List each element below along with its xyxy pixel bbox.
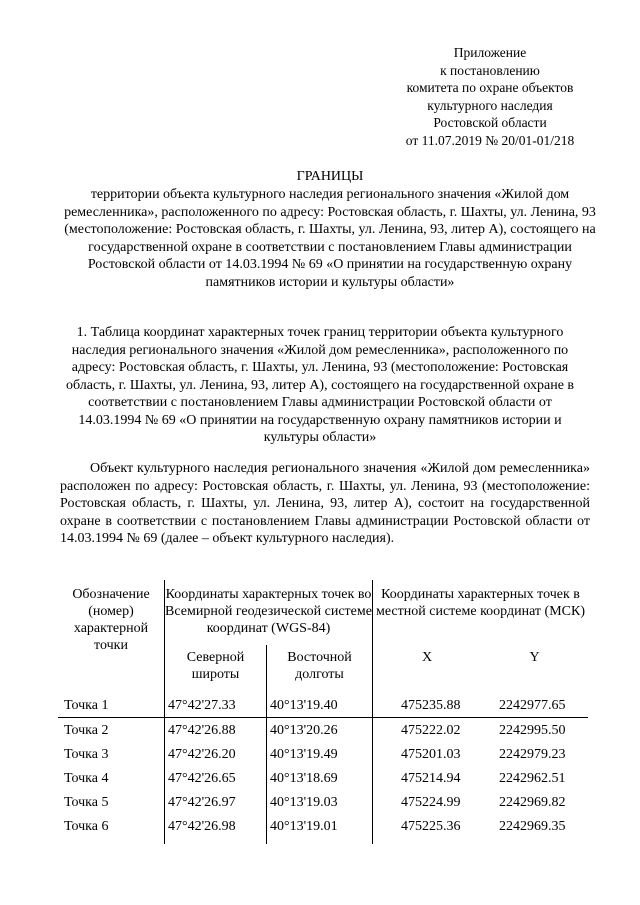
x-cell: 475224.99 <box>401 794 461 810</box>
document-subtitle: территории объекта культурного наследия регионального значения «Жилой дом ремесленника», расположенного по адресу: Ростовская область, г. Шахты, ул. Ленина, 93 (местоположение: Ростовская область, г. Шахты, ул. Ленина, 93, литер А), состоящего на государственной охране в соответствии с постановлением Главы администрации Ростовской области от 14.03.1994 № 69 «О принятии на государственную охрану памятников истории и культуры области» <box>64 187 596 290</box>
header-x: X <box>421 650 433 665</box>
lat-cell: 47°42'26.88 <box>165 718 267 743</box>
header-north: Северной широты <box>165 645 267 693</box>
appendix-block <box>380 44 600 150</box>
y-cell: 2242969.35 <box>499 818 566 834</box>
point-cell: Точка 3 <box>58 742 165 766</box>
lat-cell: 47°42'27.33 <box>165 693 267 718</box>
header-y: Y <box>529 650 540 665</box>
lon-cell: 40°13'19.49 <box>267 742 373 766</box>
y-cell: 2242995.50 <box>499 722 566 738</box>
header-east: Восточной долготы <box>267 645 373 693</box>
point-cell: Точка 5 <box>58 790 165 814</box>
x-cell: 475214.94 <box>401 770 461 786</box>
lat-cell: 47°42'26.98 <box>165 814 267 844</box>
table-row <box>58 790 588 814</box>
table-row <box>58 718 588 743</box>
lon-cell: 40°13'19.01 <box>267 814 373 844</box>
point-cell: Точка 2 <box>58 718 165 743</box>
appendix-line: культурного наследия <box>427 97 553 113</box>
appendix-line: Приложение <box>453 45 527 60</box>
point-cell: Точка 4 <box>58 766 165 790</box>
appendix-line: комитета по охране объектов <box>406 80 574 96</box>
point-cell: Точка 1 <box>58 693 165 718</box>
table-row <box>58 814 588 844</box>
lon-cell: 40°13'18.69 <box>267 766 373 790</box>
body-paragraph: Объект культурного наследия регионального значения «Жилой дом ремесленника» расположен по адресу: Ростовская область, г. Шахты, ул. Ленина, 93 (местоположение: Ростовская область, г. Шахты, ул. Ленина, 93, литер А), состоит на государственной охране в соответствии с постановлением Главы администрации Ростовской области от 14.03.1994 № 69 (далее – объект культурного наследия). <box>60 461 590 547</box>
document-title: ГРАНИЦЫ <box>296 169 364 184</box>
y-cell: 2242977.65 <box>481 693 588 718</box>
x-cell: 475201.03 <box>401 746 461 762</box>
x-cell: 475225.36 <box>401 818 461 834</box>
appendix-line: Ростовской области <box>433 115 547 131</box>
header-wgs: Координаты характерных точек во Всемирной геодезической системе координат (WGS-84) <box>165 580 373 645</box>
lat-cell: 47°42'26.65 <box>165 766 267 790</box>
appendix-line: к постановлению <box>440 62 540 78</box>
lat-cell: 47°42'26.20 <box>165 742 267 766</box>
lon-cell: 40°13'19.03 <box>267 790 373 814</box>
point-cell: Точка 6 <box>58 814 165 844</box>
x-cell: 475222.02 <box>401 722 461 738</box>
lat-cell: 47°42'26.97 <box>165 790 267 814</box>
y-cell: 2242962.51 <box>499 770 566 786</box>
y-cell: 2242979.23 <box>499 746 566 762</box>
y-cell: 2242969.82 <box>499 794 566 810</box>
table-row <box>58 693 588 718</box>
header-designation: Обозначение (номер) характерной точки <box>58 580 165 693</box>
table-row <box>58 742 588 766</box>
coordinates-table <box>58 580 588 844</box>
section-heading: 1. Таблица координат характерных точек границ территории объекта культурного наследия регионального значения «Жилой дом ремесленника», расположенного по адресу: Ростовская область, г. Шахты, ул. Ленина, 93 (местоположение: Ростовская область, г. Шахты, ул. Ленина, 93, литер А), состоящего на государственной охране в соответствии с постановлением Главы администрации Ростовской области от 14.03.1994 № 69 «О принятии на государственную охрану памятников истории и культуры области» <box>65 325 575 445</box>
lon-cell: 40°13'20.26 <box>267 718 373 743</box>
appendix-date-line: от 11.07.2019 № 20/01-01/218 <box>405 132 575 148</box>
header-msk: Координаты характерных точек в местной системе координат (МСК) <box>376 587 585 619</box>
table-row <box>58 766 588 790</box>
lon-cell: 40°13'19.40 <box>267 693 373 718</box>
table-header-row <box>58 580 588 645</box>
x-cell: 475235.88 <box>373 693 482 718</box>
